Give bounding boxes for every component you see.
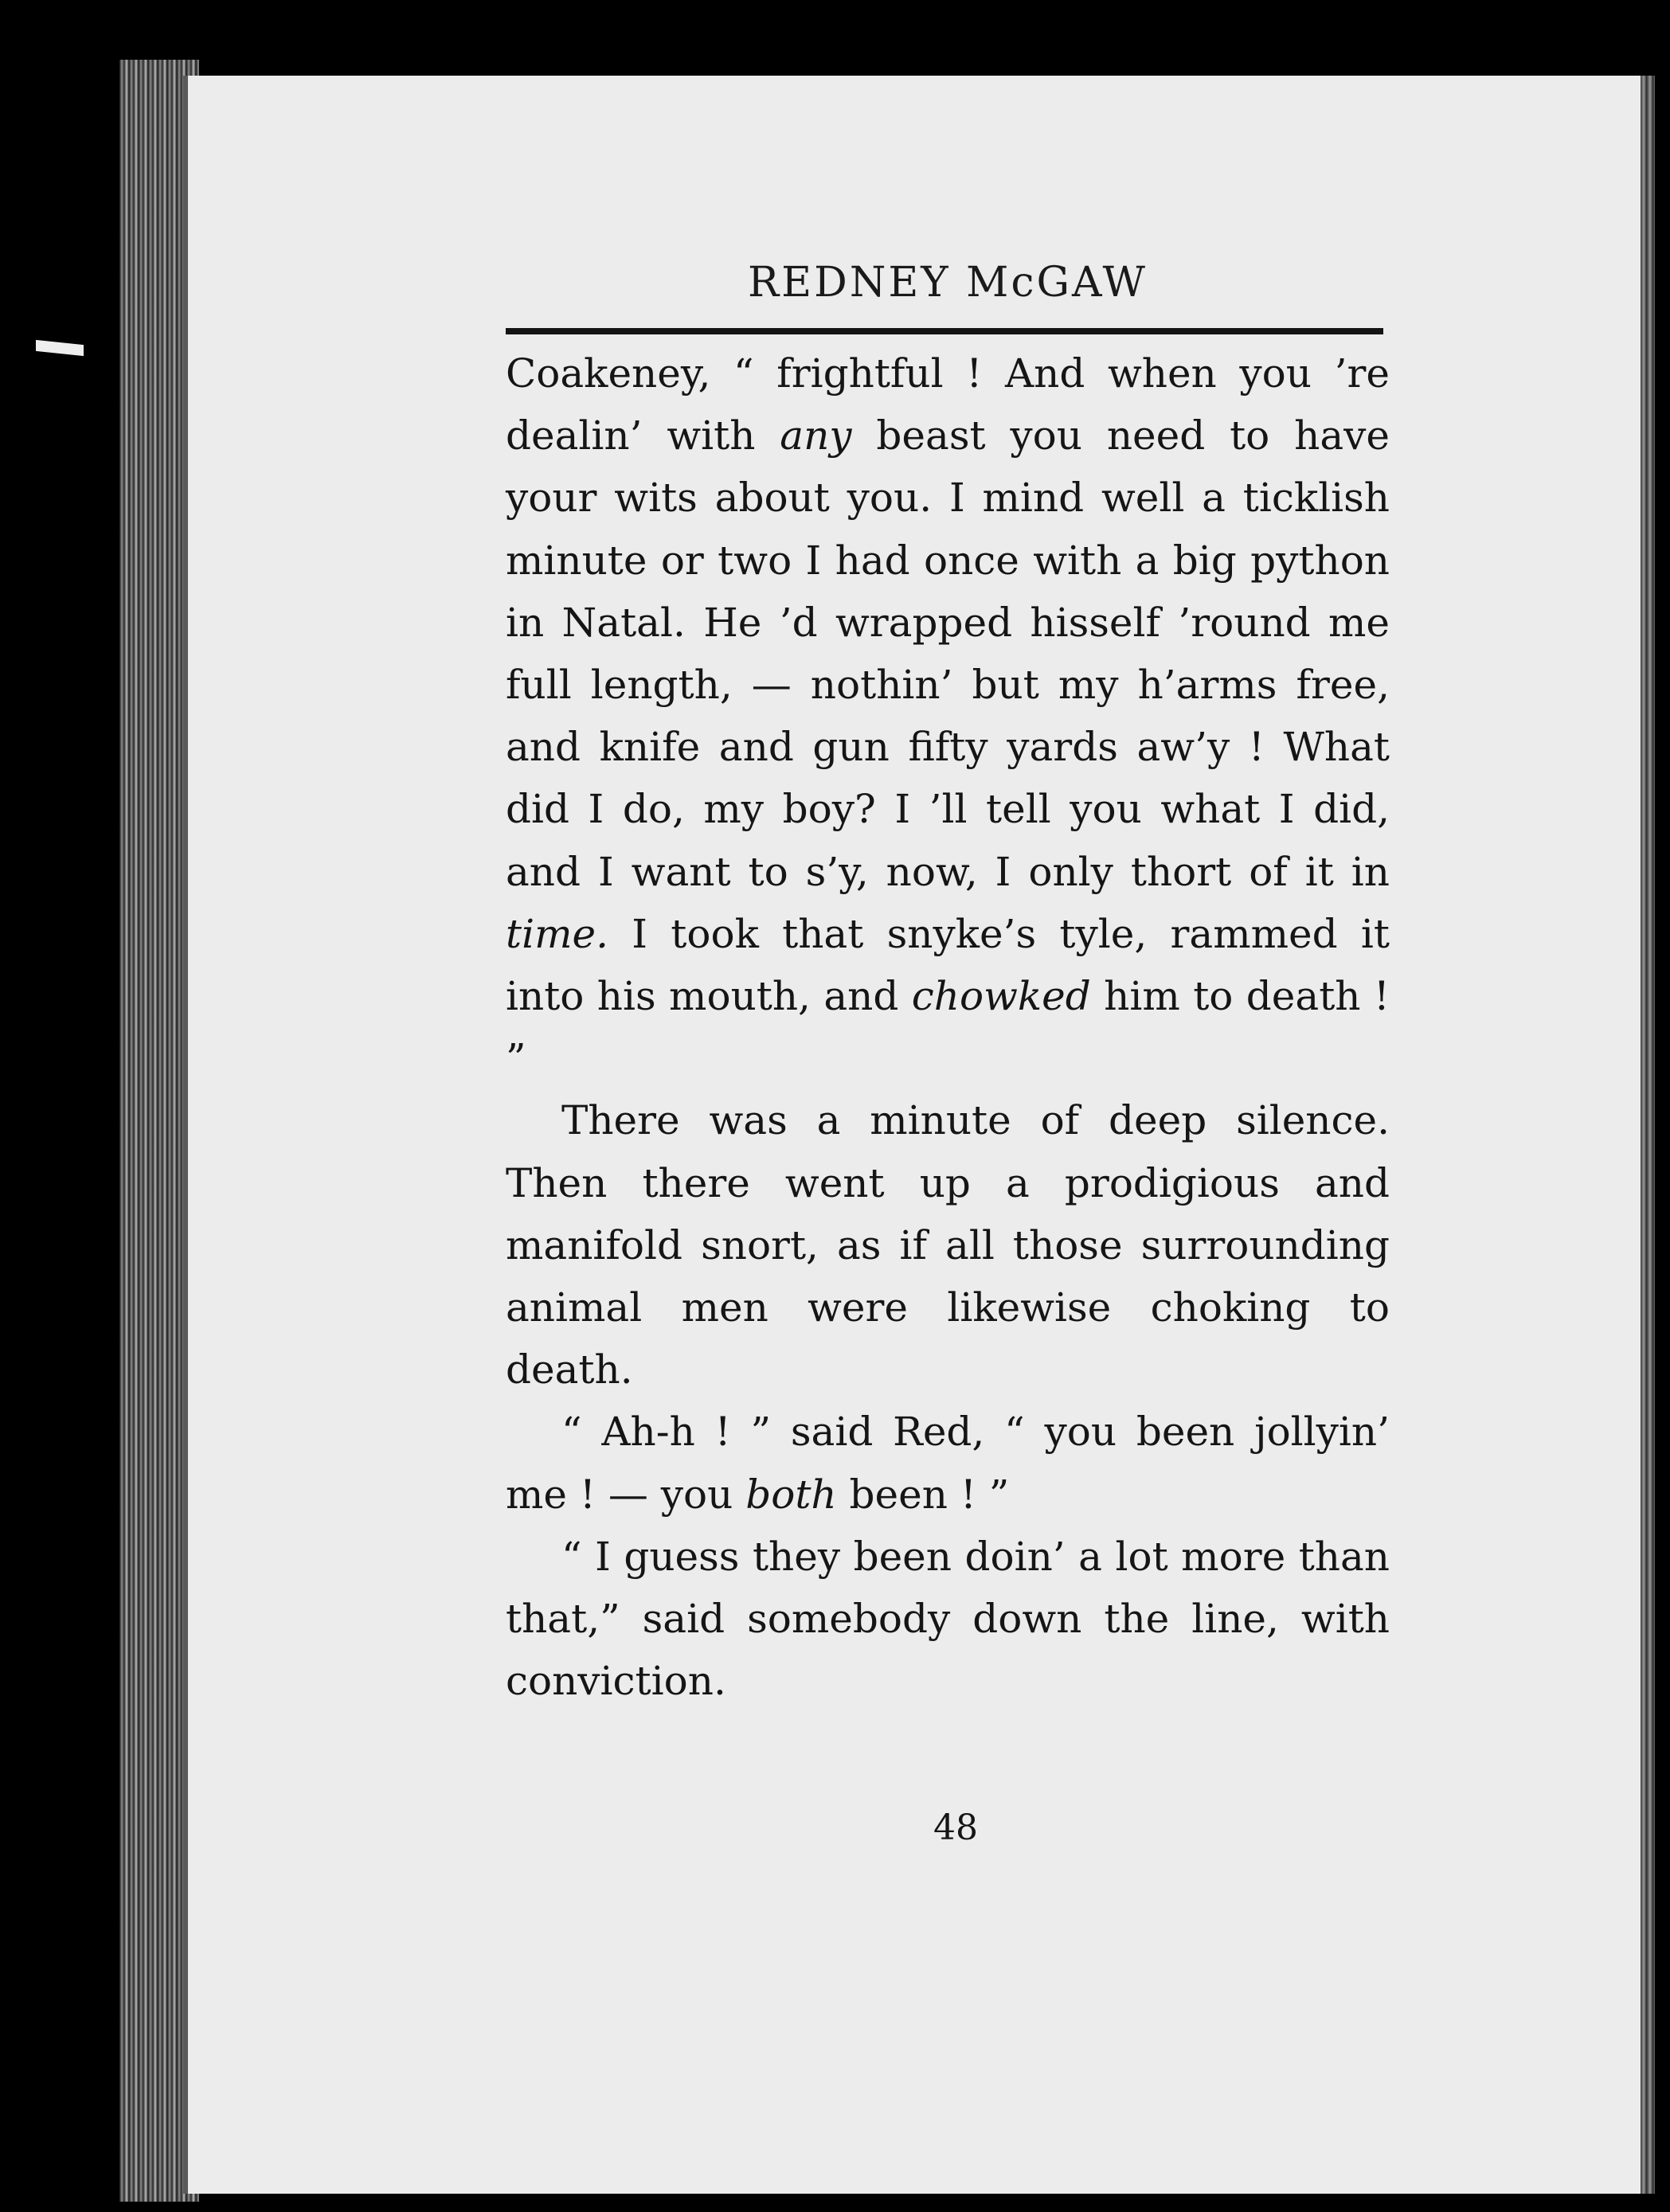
text-run: “ I guess they been doin’ a lot more than that,” said somebody down the line, with conviction. [506,1533,1390,1705]
text-run: There was a minute of deep silence. Then there went up a prodigious and manifold snort, as if all those surrounding animal men were likewise choking to death. [506,1097,1390,1393]
text-run: him to death ! ” [506,973,1390,1082]
paragraph [506,1526,1390,1713]
italic-text: any [780,412,852,459]
italic-text: both [745,1471,837,1518]
text-run: been ! ” [836,1471,1010,1518]
text-run: Coakeney, “ frightful ! And when you ’re dealin’ with [506,350,1390,459]
header-rule [506,328,1383,334]
italic-text: chowked [911,973,1091,1020]
page-number: 48 [933,1808,978,1848]
text-run: beast you need to have your wits about you. I mind well a ticklish minute or two I had once with a big python in Natal. He ’d wrapped hisself ’round me full length, — nothin’ but my h’arms free, and knife and gun fifty yards aw’y ! What did I do, my boy? I ’ll tell you what I did, and I want to s’y, now, I only thort of it in [506,412,1390,895]
paragraph [506,342,1390,1089]
paragraph [506,1089,1390,1401]
book-right-edge [1641,76,1655,2194]
running-head: REDNEY McGAW [748,259,1148,307]
text-run: I took that snyke’s tyle, rammed it into his mouth, and [506,910,1390,1020]
paragraph [506,1401,1390,1525]
body-text [506,342,1390,1712]
italic-text: time. [506,910,608,957]
text-run: “ Ah-h ! ” said Red, “ you been jollyin’ me ! — you [506,1409,1390,1518]
scan-artifact [36,340,84,356]
